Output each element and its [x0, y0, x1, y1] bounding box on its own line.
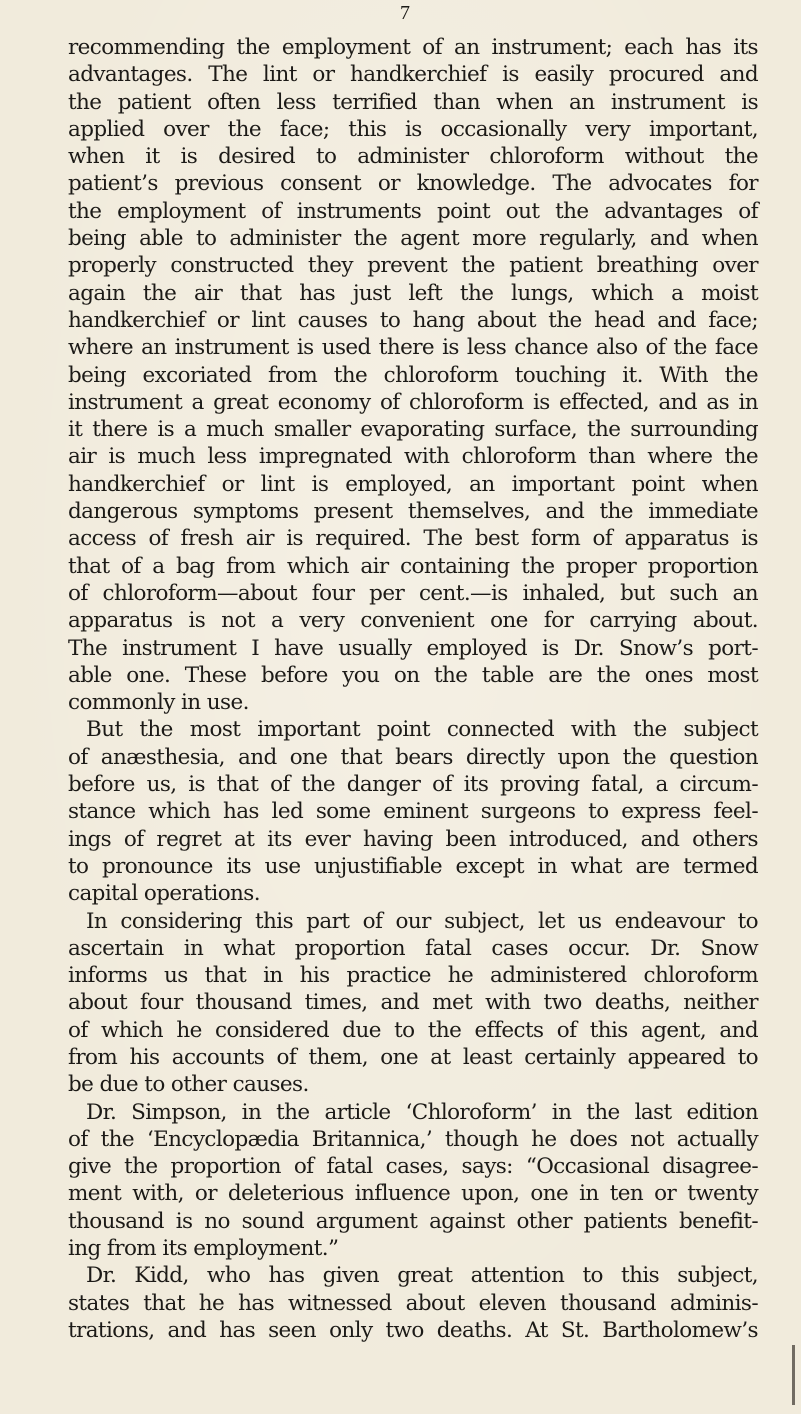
text-line: able one. These before you on the table are the ones most — [68, 662, 758, 688]
text-line: of anæsthesia, and one that bears directly upon the question — [68, 744, 758, 770]
text-line: of the ‘Encyclopædia Britannica,’ though he does not actually — [68, 1126, 758, 1152]
text-line: of which he considered due to the effects of this agent, and — [68, 1017, 758, 1043]
text-line: again the air that has just left the lungs, which a moist — [68, 280, 758, 306]
text-line: patient’s previous consent or knowledge. The advocates for — [68, 171, 758, 197]
text-line: recommending the employment of an instrument; each has its — [68, 35, 758, 60]
text-line: when it is desired to administer chloroform without the — [68, 144, 758, 170]
text-line: before us, is that of the danger of its proving fatal, a circum- — [68, 772, 758, 798]
text-line: be due to other causes. — [68, 1072, 309, 1098]
text-line: informs us that in his practice he administered chloroform — [68, 963, 758, 989]
text-line: being able to administer the agent more regularly, and when — [68, 226, 758, 252]
text-line: trations, and has seen only two deaths. At St. Bartholomew’s — [68, 1317, 758, 1343]
text-line: the employment of instruments point out the advantages of — [68, 198, 758, 224]
text-line: commonly in use. — [68, 690, 249, 716]
text-line: handkerchief or lint causes to hang about the head and face; — [68, 307, 758, 333]
text-line: of chloroform—about four per cent.—is inhaled, but such an — [68, 580, 758, 606]
text-line: The instrument I have usually employed is Dr. Snow’s port- — [68, 635, 758, 661]
text-line: access of fresh air is required. The best form of apparatus is — [68, 526, 758, 552]
text-line: capital operations. — [68, 881, 260, 907]
text-line: In considering this part of our subject, let us endeavour to — [86, 908, 758, 934]
text-line: advantages. The lint or handkerchief is easily procured and — [68, 62, 758, 88]
text-line: being excoriated from the chloroform touching it. With the — [68, 362, 758, 388]
text-line: to pronounce its use unjustifiable except in what are termed — [68, 853, 758, 879]
text-line: Dr. Simpson, in the article ‘Chloroform’ in the last edition — [86, 1099, 758, 1125]
text-line: ings of regret at its ever having been introduced, and others — [68, 826, 758, 852]
text-line: air is much less impregnated with chloroform than where the — [68, 444, 758, 470]
text-line: applied over the face; this is occasionally very important, — [68, 116, 758, 142]
margin-scan-mark — [792, 1345, 795, 1405]
text-line: ing from its employment.” — [68, 1236, 339, 1262]
text-line: thousand is no sound argument against other patients benefit- — [68, 1208, 758, 1234]
text-line: that of a bag from which air containing the proper proportion — [68, 553, 758, 579]
text-line: about four thousand times, and met with two deaths, neither — [68, 990, 758, 1016]
text-line: ascertain in what proportion fatal cases occur. Dr. Snow — [68, 935, 758, 961]
text-line: properly constructed they prevent the patient breathing over — [68, 253, 758, 279]
text-line: handkerchief or lint is employed, an important point when — [68, 471, 758, 497]
page-number: 7 — [400, 2, 410, 24]
text-line: dangerous symptoms present themselves, and the immediate — [68, 499, 758, 525]
text-line: stance which has led some eminent surgeons to express feel- — [68, 799, 758, 825]
text-line: it there is a much smaller evaporating surface, the surrounding — [68, 417, 758, 443]
text-line: ment with, or deleterious influence upon, one in ten or twenty — [68, 1181, 758, 1207]
text-line: from his accounts of them, one at least certainly appeared to — [68, 1044, 758, 1070]
text-line: Dr. Kidd, who has given great attention to this subject, — [86, 1263, 758, 1289]
text-line: where an instrument is used there is less chance also of the face — [68, 335, 758, 361]
body-text — [68, 34, 758, 1344]
text-line: give the proportion of fatal cases, says: “Occasional disagree- — [68, 1154, 758, 1180]
text-line: But the most important point connected with the subject — [86, 717, 758, 743]
text-line: the patient often less terrified than when an instrument is — [68, 89, 758, 115]
text-line: instrument a great economy of chloroform is effected, and as in — [68, 389, 758, 415]
text-line: states that he has witnessed about eleven thousand adminis- — [68, 1290, 758, 1316]
text-line: apparatus is not a very convenient one for carrying about. — [68, 608, 758, 634]
